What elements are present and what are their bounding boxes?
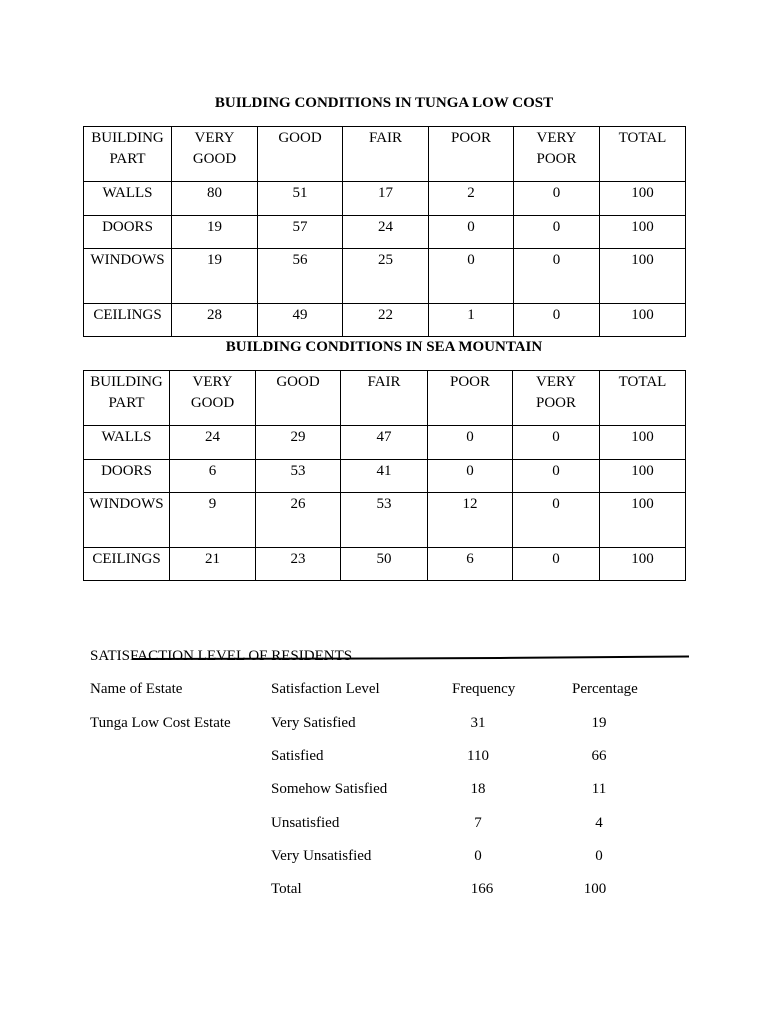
table-cell: 0 (428, 460, 513, 493)
table-cell: 0 (513, 548, 600, 581)
table-cell: CEILINGS (84, 304, 172, 337)
table-cell: 0 (513, 460, 600, 493)
table-cell: 21 (170, 548, 256, 581)
table-cell: 0 (429, 216, 514, 249)
table-cell: DOORS (84, 216, 172, 249)
percentage-value: 0 (595, 848, 603, 864)
table-cell: 47 (341, 426, 428, 460)
col-header-estate: Name of Estate (90, 681, 183, 697)
table-cell: 0 (513, 426, 600, 460)
table-cell: 6 (170, 460, 256, 493)
table2-header-cell: VERY POOR (513, 371, 600, 426)
table-cell: 29 (256, 426, 341, 460)
table-cell: 12 (428, 493, 513, 548)
table-cell: CEILINGS (84, 548, 170, 581)
table-cell: DOORS (84, 460, 170, 493)
table1-header-cell: BUILDING PART (84, 127, 172, 182)
table-cell: 100 (600, 460, 686, 493)
table-cell: 56 (258, 249, 343, 304)
table-cell: 24 (170, 426, 256, 460)
table-cell: 100 (600, 548, 686, 581)
table-cell: 57 (258, 216, 343, 249)
table-cell: 24 (343, 216, 429, 249)
frequency-value: 0 (474, 848, 482, 864)
frequency-value: 110 (467, 748, 489, 764)
table-cell: 26 (256, 493, 341, 548)
percentage-value: 66 (591, 748, 607, 764)
percentage-value: 19 (591, 715, 607, 731)
table1-header-cell: POOR (429, 127, 514, 182)
percentage-value: 11 (591, 781, 607, 797)
table-cell: 49 (258, 304, 343, 337)
table2-header-cell: VERY GOOD (170, 371, 256, 426)
table1-header-cell: VERY POOR (514, 127, 600, 182)
table2-header-cell: BUILDING PART (84, 371, 170, 426)
table2-header-cell: FAIR (341, 371, 428, 426)
total-frequency: 166 (470, 881, 494, 897)
table-cell: 100 (600, 304, 686, 337)
table-cell: 0 (514, 182, 600, 216)
level-label: Somehow Satisfied (271, 781, 388, 797)
table-cell: 22 (343, 304, 429, 337)
level-label: Satisfied (271, 748, 324, 764)
frequency-value: 7 (474, 815, 482, 831)
table-cell: 0 (514, 216, 600, 249)
table-cell: WINDOWS (84, 493, 170, 548)
table1-header-cell: VERY GOOD (172, 127, 258, 182)
table-cell: 19 (172, 216, 258, 249)
table-cell: 0 (513, 493, 600, 548)
table1-title: BUILDING CONDITIONS IN TUNGA LOW COST (214, 95, 554, 111)
level-label: Very Satisfied (271, 715, 356, 731)
table-cell: 100 (600, 493, 686, 548)
table-cell: 53 (341, 493, 428, 548)
table-cell: 100 (600, 249, 686, 304)
table-cell: 50 (341, 548, 428, 581)
table2-title: BUILDING CONDITIONS IN SEA MOUNTAIN (225, 339, 543, 355)
percentage-value: 4 (595, 815, 603, 831)
table-cell: 9 (170, 493, 256, 548)
frequency-value: 31 (470, 715, 486, 731)
table-cell: 100 (600, 216, 686, 249)
table-cell: 17 (343, 182, 429, 216)
table-cell: 0 (429, 249, 514, 304)
table-cell: 100 (600, 426, 686, 460)
table2-header-cell: POOR (428, 371, 513, 426)
table-cell: 51 (258, 182, 343, 216)
table-cell: WALLS (84, 182, 172, 216)
total-percentage: 100 (583, 881, 607, 897)
table-cell: 2 (429, 182, 514, 216)
table-cell: 0 (514, 304, 600, 337)
estate-name: Tunga Low Cost Estate (90, 715, 231, 731)
table-cell: 1 (429, 304, 514, 337)
col-header-frequency: Frequency (452, 681, 516, 697)
table-cell: 23 (256, 548, 341, 581)
table-cell: 19 (172, 249, 258, 304)
col-header-percentage: Percentage (572, 681, 638, 697)
table2-header-cell: GOOD (256, 371, 341, 426)
table1-header-cell: FAIR (343, 127, 429, 182)
satisfaction-title: SATISFACTION LEVEL OF RESIDENTS (90, 648, 353, 664)
frequency-value: 18 (470, 781, 486, 797)
table-cell: 28 (172, 304, 258, 337)
table-cell: 53 (256, 460, 341, 493)
total-label: Total (271, 881, 302, 897)
table-cell: 80 (172, 182, 258, 216)
table-cell: 100 (600, 182, 686, 216)
table-cell: WALLS (84, 426, 170, 460)
table1-header-cell: TOTAL (600, 127, 686, 182)
table-cell: 0 (514, 249, 600, 304)
table-cell: 25 (343, 249, 429, 304)
level-label: Very Unsatisfied (271, 848, 372, 864)
table2-header-cell: TOTAL (600, 371, 686, 426)
table-cell: WINDOWS (84, 249, 172, 304)
table-cell: 41 (341, 460, 428, 493)
level-label: Unsatisfied (271, 815, 340, 831)
col-header-level: Satisfaction Level (271, 681, 380, 697)
table-cell: 6 (428, 548, 513, 581)
table-cell: 0 (428, 426, 513, 460)
table1-header-cell: GOOD (258, 127, 343, 182)
